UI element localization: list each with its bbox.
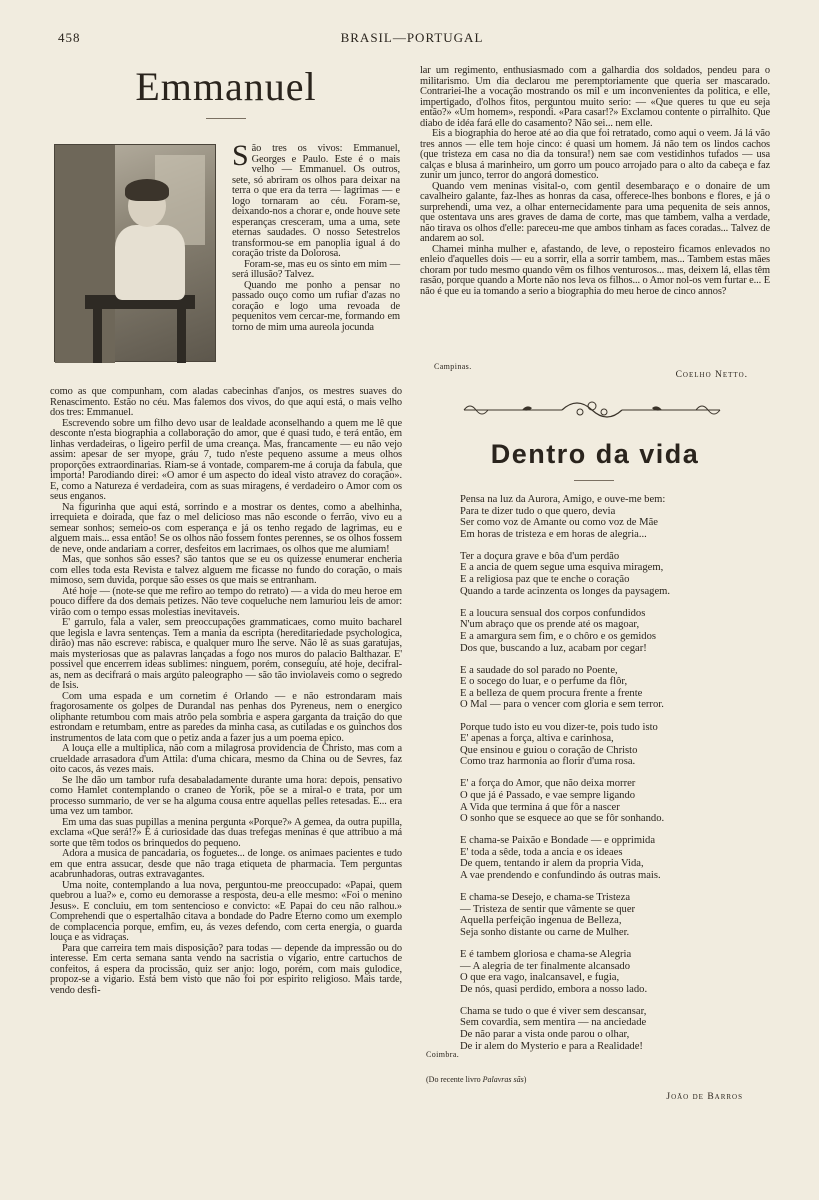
title-divider [206, 118, 246, 119]
verse-line: E a religiosa paz que te enche o coração [460, 574, 630, 586]
stanza [460, 892, 770, 938]
stanza [460, 608, 770, 654]
paragraph: Até hoje — (note-se que me refiro ao tempo do retrato) — a vida do meu heroe em pouco differe da dos demais petizes. Não teve coqueluche nem lamuriou leis de amor: virão com o tempo essas molestias inevitaveis. [50, 585, 402, 618]
verse-line: E é tambem gloriosa e chama-se Alegria [460, 949, 632, 960]
paragraph: Se lhe dão um tambor rufa desabaladamente durante uma hora: depois, pensativo como Hamlet contemplando o craneo de Yorik, põe se a miral-o e trata, por um processo summario, de ver se ha alguma cousa entre aquellas pelles retesadas. E... era uma vez um tambor. [50, 774, 402, 817]
stanza [460, 1006, 770, 1052]
paragraph: Na figurinha que aqui está, sorrindo e a mostrar os dentes, como a abelhinha, irrequieta e doirada, que faz o mel delicioso mas não esconde o ferrão, vivo eu a semear sonhos; semeio-os com esperança e já os tenho regado de lagrimas, eu e alguem mais... essa então! Se os olhos não fossem fontes perennes, se os olhos fossem de neve, onde andariam a correr, desfeitos em lacrimaes, os olhos que me alumiam! [50, 501, 402, 555]
verse-line: N'um abraço que os prende até os magoar, [460, 619, 640, 631]
verse-line: Aquella perfeição ingenua de Belleza, [460, 915, 622, 927]
paragraph: E' garrulo, fala a valer, sem preoccupações grammaticaes, como muito bacharel que legisla e lavra sentenças. Tem a mania da escripta (hereditariedade psychologica, dirão) mas não escreve: rabisca, e qualquer muro lhe serve. Não lê as suas garatujas, mais mysteriosas que as palavras lançadas a fogo nos muros do palacio Balthazar. E' possivel que encerrem ideas sublimes: ninguem, porém, conseguiu, até hoje, decifral-as, nem as decifrará o mais argúto paleographo — são tão inviolaveis como o segredo de Isis. [50, 617, 402, 691]
verse-line: Seja sonho distante ou carne de Mulher. [460, 926, 630, 938]
continuation-text [420, 66, 770, 297]
paragraph: Eis a biographia do heroe até ao dia que foi retratado, como aqui o veem. Já lá vão tres annos — elle tem hoje cinco: é quasi um homem. Já não tem os lindos cachos (que tristeza em casa no dia da tonsura!) nem sae com vestidinhos tufados — usa calças e blusa á marinheiro, um gorro um pouco arrojado para o alto da cabeça e faz zunir um junco, terror do angorá domestico. [420, 128, 770, 181]
verse-line: E a amargura sem fim, e o chôro e os gemidos [460, 630, 657, 642]
verse-line: E' apenas a força, altiva e carinhosa, [460, 733, 614, 745]
verse-line: De quem, tentando ir alem da propria Vida, [460, 858, 644, 870]
verse-line: Ser como voz de Amante ou como voz de Mãe [460, 517, 658, 529]
wrapped-text [232, 139, 400, 333]
verse-line: E' toda a sêde, toda a ancia e os ideaes [460, 846, 623, 858]
verse-line: Como traz harmonia ao florir d'uma rosa. [460, 756, 636, 768]
paragraph: Quando me ponho a pensar no passado ouço como um rufiar d'azas no coração e logo uma revoada de pequenitos vem cercar-me, formando em torno de mim uma aureola jocunda [232, 279, 400, 333]
stanza [460, 551, 770, 597]
dateline-place: Coimbra. [426, 1050, 460, 1059]
paragraph: Quando vem meninas visital-o, com gentil desembaraço e o donaire de um cavalheiro galante, faz-lhes as honras da casa, offerece-lhes bonbons e flores, e já o surprehendi, uma vez, a olhar enternecidamente para uma pequenita de seis annos, que ostentava uns ares graves de dama de corte, mas que tambem, valha a verdade, não tirava os olhos d'elle: pareceu-me que ambos tinham as faces coradas... Talvez de andarem ao sol. [420, 180, 770, 244]
verse-line: Sem covardia, sem mentira — na anciedade [460, 1017, 647, 1029]
verse-line: O que já é Passado, e vae sempre ligando [460, 789, 636, 801]
stanza [460, 778, 770, 824]
author-signature: Coelho Netto. [675, 370, 748, 380]
verse-line: Porque tudo isto eu vou dizer-te, pois tudo isto [460, 721, 658, 733]
article-emmanuel [50, 62, 402, 996]
stanza [460, 494, 770, 540]
verse-line: De não parar a vista onde parou o olhar, [460, 1029, 630, 1041]
article-title: Emmanuel [135, 64, 317, 109]
ornament-divider [462, 398, 722, 422]
verse-line: O Mal — para o vencer com gloria e sem terror. [460, 699, 664, 711]
verse-line: Quando a tarde acinzenta os longes da paysagem. [460, 585, 671, 597]
verse-line: E a ancia de quem segue uma esquiva miragem, [460, 562, 664, 574]
dateline-place: Campinas. [434, 362, 472, 371]
paragraph: Mas, que sonhos são esses? são tantos que se eu os quizesse enumerar encheria com elles toda esta Revista e talvez alguem me ficasse no fundo do coração, o mais mimoso, sem duvida, porque são esses os que mais se entranham. [50, 554, 402, 586]
stanza [460, 835, 770, 881]
verse-line: O que era vago, inalcansavel, e fugia, [460, 972, 620, 984]
paragraph: Escrevendo sobre um filho devo usar de lealdade aconselhando a quem me lê que desconte n'esta biographia a collaboração do amor, que é quasi tudo, e terá então, em linhas verdadeiras, o ligeiro perfil de uma creança. Mas, francamente — eu não vejo assim: apesar de ser myope, gráu 7, tudo n'este pequeno assume a meus olhos proporções extraordinarias. Riam-se á vontade, comparem-me á coruja da fabula, que importa! Parodiando direi: «O amor é um aspecto do ideal visto atravez do coração». E, como a Natureza é verdadeira, com as suas miragens, é verdadeiro o Amor com os seus enganos. [50, 417, 402, 502]
magazine-title: BRASIL—PORTUGAL [340, 30, 484, 45]
verse-line: Que ensinou e guiou o coração de Christo [460, 744, 638, 756]
paragraph: Foram-se, mas eu os sinto em mim — será illusão? Talvez. [232, 258, 400, 280]
article-body [50, 387, 402, 996]
verse-line: Chama se tudo o que é viver sem descansar, [460, 1005, 647, 1017]
verse-line: E a loucura sensual dos corpos confundidos [460, 607, 646, 619]
source-note: (Do recente livro Palavras sãs) [426, 1075, 527, 1084]
paragraph: Em uma das suas pupillas a menina pergunta «Porque?» A gemea, da outra pupilla, exclama «Que será!?» É á curiosidade das duas trefegas meninas é que attribuo a má sorte que têm todos os brinquedos do pequeno. [50, 816, 402, 849]
verse-line: De nós, quasi perdido, embora a nosso lado. [460, 983, 648, 995]
verse-line: — Tristeza de sentir que vâmente se quer [460, 903, 636, 915]
paragraph-continuation: como as que compunham, com aladas cabecinhas d'anjos, os mestres suaves do Renascimento. Estão no céu. Mas falemos dos vivos, do que aqui está, o mais velho dos tres: Emmanuel. [50, 386, 402, 418]
verse-line: E a saudade do sol parado no Poente, [460, 664, 618, 676]
verse-line: Para te dizer tudo o que quero, devia [460, 505, 616, 517]
verse-line: Pensa na luz da Aurora, Amigo, e ouve-me bem: [460, 494, 666, 505]
poem-body [460, 494, 770, 1063]
paragraph-continuation: lar um regimento, enthusiasmado com a galhardia dos soldados, pendeu para o militarismo. Um dia declarou me peremptoriamente que queria ser mascarado. Contrariei-lhe a vocação mostrando os mil e um inconvenientes da politica, e elle, impertigado, d'olhos fitos, perguntou muito serio: — «Que queres tu que eu seja então?» «Um homem», respondi. «Para casar!?» Exclamou contente o pirralhito. Que diabo de idéa fará elle do casamento? Não sei... nem elle. [420, 65, 770, 129]
title-divider [574, 480, 614, 481]
book-title: Palavras sãs [482, 1075, 524, 1084]
verse-line: O sonho que se esquece ao que se fôr sonhando. [460, 813, 665, 825]
paragraph: A louça elle a multiplica, não com a milagrosa providencia de Christo, mas com a crueldade arrasadora d'um Attila: d'uma chicara, mesmo da China ou de Sevres, faz oito cacos, ás vezes mais. [50, 743, 402, 775]
verse-line: A vae prendendo e confundindo ás outras mais. [460, 870, 661, 882]
verse-line: Dos que, buscando a luz, acabam por cegar! [460, 642, 647, 654]
running-header [58, 30, 766, 48]
stanza [460, 665, 770, 711]
paragraph: São tres os vivos: Emmanuel, Georges e Paulo. Este é o mais velho — Emmanuel. Os outros, sete, só abriram os olhos para deixar na terra o que era da terra — lagrimas — e logo tornaram ao céu. Foram-se, deixando-nos a chorar e, onde houve sete esperanças cresceram, uma a uma, sete eternas saudades. O nosso Setestrelos transformou-se em panoplia igual á do coração triste da Dolorosa. [232, 139, 400, 259]
paragraph: Uma noite, contemplando a lua nova, perguntou-me preoccupado: «Papai, quem quebrou a lua?» e, como eu demorasse a resposta, deu-a elle mesmo: «Foi o menino Jesus». E concluiu, em tom sentencioso e convicto: «E Papai do ceu não ralhou.» Comprehendi que o espertalhão citava a bondade do Padre Eterno como um exemplo de complacencia porque, emfim, eu, ás vezes defendo, com certa energia, o guarda louça e as vidraças. [50, 879, 402, 943]
verse-line: E o socego do luar, e o perfume da flôr, [460, 676, 628, 688]
poem-title: Dentro da vida [490, 439, 700, 469]
stanza [460, 949, 770, 995]
verse-line: E chama-se Paixão e Bondade — e opprimida [460, 835, 656, 847]
drop-cap: S [232, 139, 249, 172]
verse-line: E a belleza de quem procura frente a frente [460, 687, 643, 699]
verse-line: — A alegria de ter finalmente alcansado [460, 960, 631, 972]
verse-line: De ir alem do Mysterio e para a Realidade! [460, 1040, 643, 1052]
verse-line: Em horas de tristeza e em horas de alegria... [460, 528, 647, 540]
stanza [460, 722, 770, 768]
paragraph: Adora a musica de pancadaria, os foguetes... de longe. os animaes pacientes e tudo em que entra assucar, desde que não traga etiqueta de pharmacia. Tem perguntas acabrunhadoras, outras extravagantes. [50, 848, 402, 880]
paragraph: Para que carreira tem mais disposição? para todas — depende da impressão ou do interesse. Em certa semana santa vendo na sacristia o vigario, entre cartuchos de confeitos, á espera da procissão, quiz ser anjo: logo, porém, com mais gulodice, propoz-se a vigario. Está bem visto que não foi por espirito religioso. Mais tarde, vendo desfi- [50, 942, 402, 996]
child-portrait-photo [54, 144, 216, 362]
paragraph: Chamei minha mulher e, afastando, de leve, o reposteiro ficamos enlevados no enleio d'aquelles dois — eu a sorrir, ella a sorrir tambem, mas... Tambem estas mães choram por tudo mesmo quando vêm os filhos venturosos... mas, deixem lá, ellas têm rasão, porque quando a Morte não nos leva os filhos... o Amor nol-os vem furtar e... E não é que eu ia tomando a serio a biographia do meu heroe de cinco annos? [420, 243, 770, 297]
author-signature: João de Barros [666, 1092, 743, 1102]
verse-line: A Vida que termina á que fôr a nascer [460, 801, 620, 813]
page-number: 458 [58, 30, 81, 45]
verse-line: E chama-se Desejo, e chama-se Tristeza [460, 892, 631, 904]
paragraph: Com uma espada e um cornetim é Orlando — e não estrondaram mais fragorosamente os golpes de Durandal nas penhas dos Pyreneus, nem o energico oliphante retumbou com mais atrôo pela sombria e aspera garganta da traição do que estrondam e retumbam, entre as paredes da minha casa, as cutiladas e os guinchos dos instrumentos de lata com que o petiz anda a fazer jus a um poema epico. [50, 690, 402, 744]
verse-line: E' a força do Amor, que não deixa morrer [460, 778, 636, 790]
verse-line: Ter a doçura grave e bôa d'um perdão [460, 550, 620, 562]
